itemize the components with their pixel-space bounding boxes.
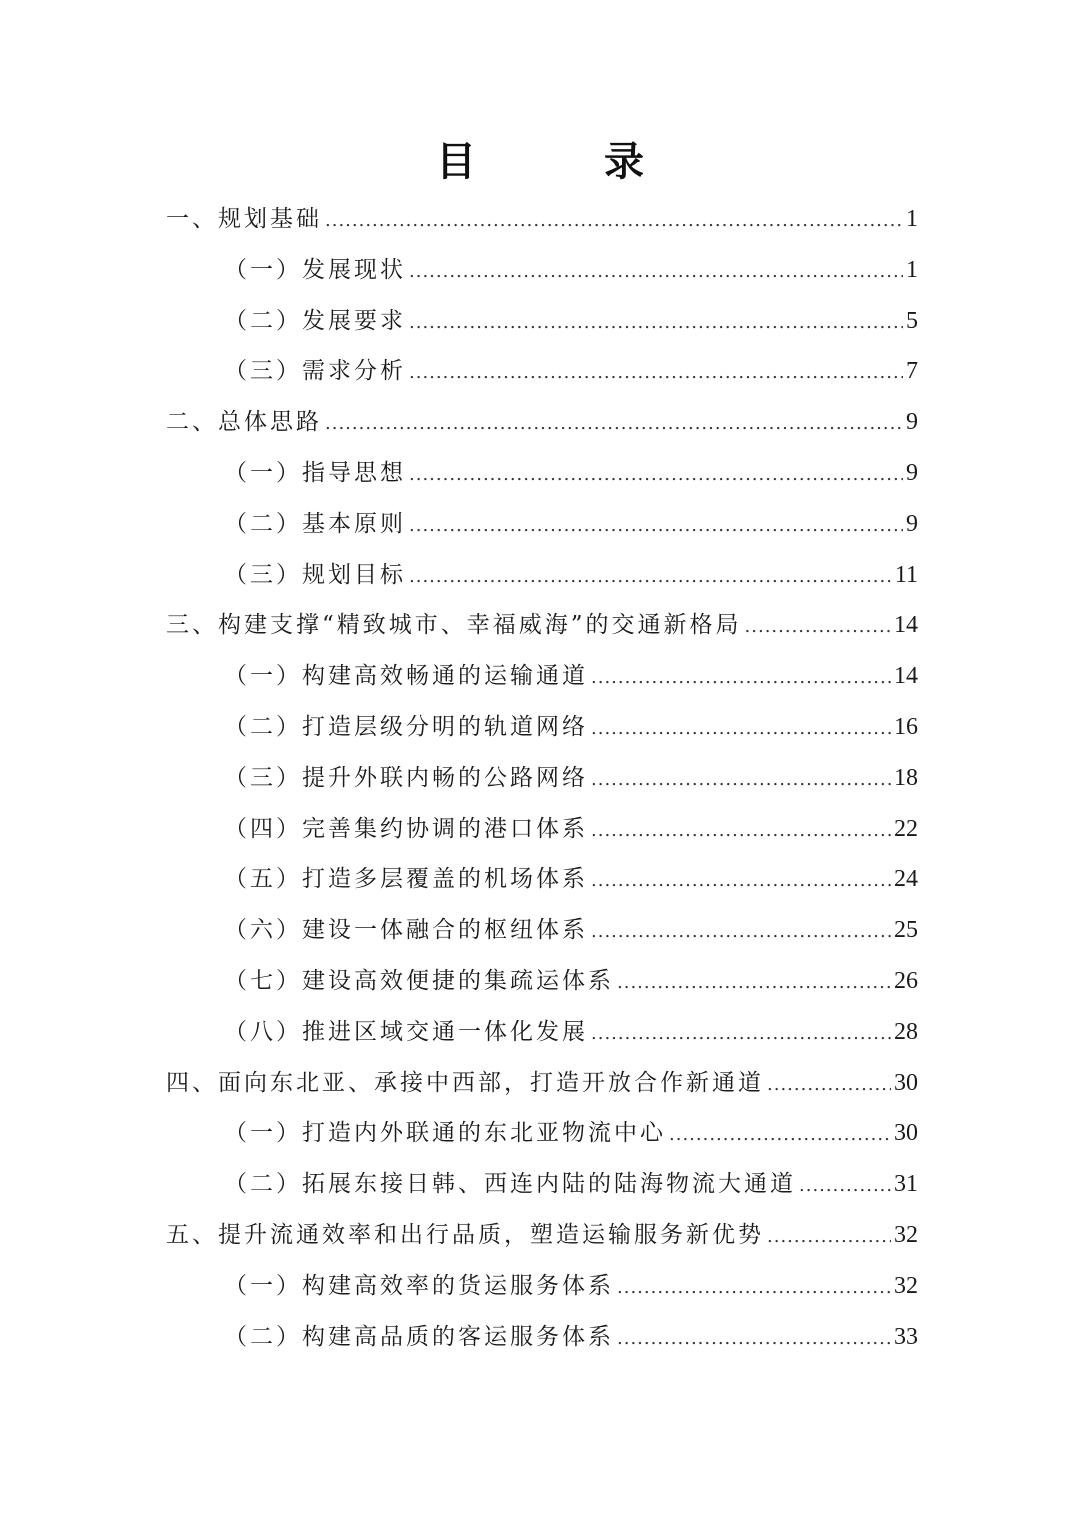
toc-page-number: 26: [894, 967, 918, 994]
toc-section-entry[interactable]: [166, 1261, 918, 1312]
toc-page-number: 9: [906, 409, 918, 436]
toc-dot-leader: [409, 552, 892, 603]
toc-entry-label: （二）拓展东接日韩、西连内陆的陆海物流大通道: [224, 1171, 796, 1198]
toc-entry-label: （八）推进区域交通一体化发展: [224, 1018, 588, 1045]
toc-dot-leader: [767, 1060, 891, 1111]
toc-entry-label: （一）发展现状: [224, 256, 406, 283]
toc-dot-leader: [409, 450, 903, 501]
toc-page-number: 18: [894, 764, 918, 791]
toc-section-entry[interactable]: [166, 296, 918, 347]
toc-page-number: 5: [906, 307, 918, 334]
toc-entry-label: （一）构建高效畅通的运输通道: [224, 663, 588, 690]
toc-section-entry[interactable]: [166, 1312, 918, 1363]
toc-section-entry[interactable]: [166, 804, 918, 855]
toc-page-number: 1: [906, 256, 918, 283]
toc-chapter-entry[interactable]: [166, 1058, 918, 1109]
toc-entry-label: 四、面向东北亚、承接中西部，打造开放合作新通道: [166, 1069, 764, 1096]
toc-page-number: 31: [894, 1171, 918, 1198]
toc-entry-label: （五）打造多层覆盖的机场体系: [224, 866, 588, 893]
toc-chapter-entry[interactable]: [166, 1210, 918, 1261]
toc-section-entry[interactable]: [166, 651, 918, 702]
toc-page-number: 30: [894, 1069, 918, 1096]
toc-page-number: 1: [906, 206, 918, 232]
toc-page-number: 22: [894, 815, 918, 842]
toc-section-entry[interactable]: [166, 550, 918, 601]
page-title: 目 录: [436, 139, 688, 185]
toc-dot-leader: [669, 1110, 891, 1161]
toc-entry-label: （一）构建高效率的货运服务体系: [224, 1272, 614, 1299]
toc-page-number: 24: [894, 866, 918, 893]
toc-section-entry[interactable]: [166, 753, 918, 804]
toc-chapter-entry[interactable]: [166, 194, 918, 245]
toc-page-number: 32: [894, 1221, 918, 1248]
toc-dot-leader: [409, 298, 903, 349]
toc-page-number: 11: [894, 561, 918, 588]
toc-entry-label: 五、提升流通效率和出行品质，塑造运输服务新优势: [166, 1221, 764, 1248]
toc-page-number: 25: [894, 917, 918, 944]
toc-entry-label: （一）指导思想: [224, 459, 406, 486]
toc-dot-leader: [325, 399, 903, 450]
toc-entry-label: （二）基本原则: [224, 510, 406, 537]
toc-entry-label: 一、规划基础: [166, 206, 322, 232]
toc-entry-label: 二、总体思路: [166, 409, 322, 436]
toc-page-number: 16: [894, 713, 918, 740]
toc-entry-label: （七）建设高效便捷的集疏运体系: [224, 967, 614, 994]
toc-page-number: 14: [894, 663, 918, 690]
toc-dot-leader: [745, 602, 891, 653]
toc-entry-label: （二）发展要求: [224, 307, 406, 334]
toc-section-entry[interactable]: [166, 346, 918, 397]
toc-page-number: 30: [894, 1120, 918, 1147]
toc-page-number: 32: [894, 1272, 918, 1299]
toc-dot-leader: [617, 1314, 891, 1365]
toc-dot-leader: [591, 755, 891, 806]
toc-dot-leader: [591, 856, 891, 907]
toc-section-entry[interactable]: [166, 956, 918, 1007]
toc-dot-leader: [409, 348, 903, 399]
toc-chapter-entry[interactable]: [166, 397, 918, 448]
toc-dot-leader: [591, 907, 891, 958]
toc-entry-label: （三）需求分析: [224, 358, 406, 385]
toc-section-entry[interactable]: [166, 1108, 918, 1159]
toc-page-number: 9: [906, 459, 918, 486]
toc-dot-leader: [409, 501, 903, 552]
toc-section-entry[interactable]: [166, 499, 918, 550]
toc-page-number: 33: [894, 1323, 918, 1350]
toc-section-entry[interactable]: [166, 905, 918, 956]
toc-entry-label: （二）构建高品质的客运服务体系: [224, 1323, 614, 1350]
toc-dot-leader: [617, 1263, 891, 1314]
toc-entry-label: （三）规划目标: [224, 561, 406, 588]
toc-dot-leader: [767, 1212, 891, 1263]
toc-entry-label: （一）打造内外联通的东北亚物流中心: [224, 1120, 666, 1147]
toc-chapter-entry[interactable]: [166, 600, 918, 651]
toc-dot-leader: [325, 196, 903, 247]
toc-section-entry[interactable]: [166, 1159, 918, 1210]
toc-dot-leader: [591, 1009, 891, 1060]
toc-entry-label: （六）建设一体融合的枢纽体系: [224, 917, 588, 944]
toc-page-number: 9: [906, 510, 918, 537]
toc-section-entry[interactable]: [166, 702, 918, 753]
toc-dot-leader: [409, 247, 903, 298]
toc-dot-leader: [591, 704, 891, 755]
toc-page-number: 14: [894, 612, 918, 639]
toc-section-entry[interactable]: [166, 1007, 918, 1058]
toc-page-number: 7: [906, 358, 918, 385]
toc-entry-label: （二）打造层级分明的轨道网络: [224, 713, 588, 740]
toc-dot-leader: [591, 806, 891, 857]
table-of-contents: [166, 194, 918, 1362]
toc-dot-leader: [591, 653, 891, 704]
toc-dot-leader: [617, 958, 891, 1009]
toc-page-number: 28: [894, 1018, 918, 1045]
toc-dot-leader: [799, 1161, 891, 1212]
toc-entry-label: （四）完善集约协调的港口体系: [224, 815, 588, 842]
toc-entry-label: 三、构建支撑“精致城市、幸福威海”的交通新格局: [166, 612, 742, 639]
toc-section-entry[interactable]: [166, 854, 918, 905]
toc-section-entry[interactable]: [166, 448, 918, 499]
toc-entry-label: （三）提升外联内畅的公路网络: [224, 764, 588, 791]
toc-section-entry[interactable]: [166, 245, 918, 296]
